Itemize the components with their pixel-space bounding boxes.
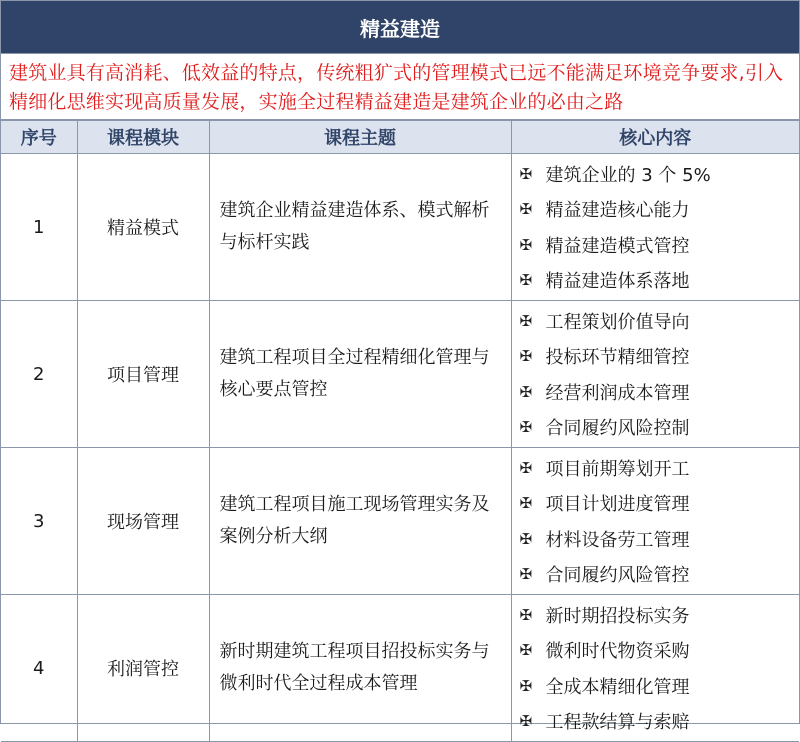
row-number: 2 [1, 301, 77, 448]
cross-pattee-icon: ✠ [519, 676, 533, 695]
list-item: ✠ 合同履约风险控制 [519, 418, 690, 440]
course-table [1, 120, 799, 742]
row-topic: 新时期建筑工程项目招投标实务与微利时代全过程成本管理 [209, 595, 511, 742]
list-item: ✠ 项目计划进度管理 [519, 494, 690, 516]
cross-pattee-icon: ✠ [519, 347, 533, 366]
cross-pattee-icon: ✠ [519, 458, 533, 477]
list-item: ✠ 精益建造体系落地 [519, 271, 690, 293]
list-item: ✠ 精益建造核心能力 [519, 200, 690, 222]
table-row [1, 448, 799, 595]
header-row [1, 121, 799, 154]
header-content: 核心内容 [511, 121, 799, 154]
list-item: ✠ 投标环节精细管控 [519, 347, 690, 369]
row-module: 现场管理 [77, 448, 209, 595]
list-item: ✠ 经营利润成本管理 [519, 382, 690, 404]
row-number: 4 [1, 595, 77, 742]
list-item: ✠ 新时期招投标实务 [519, 605, 690, 627]
cross-pattee-icon: ✠ [519, 418, 533, 437]
row-points [511, 448, 799, 595]
row-points [511, 301, 799, 448]
row-number: 3 [1, 448, 77, 595]
header-module: 课程模块 [77, 121, 209, 154]
row-points [511, 154, 799, 301]
table-row [1, 301, 799, 448]
list-item: ✠ 建筑企业的 3 个 5% [519, 164, 711, 186]
list-item: ✠ 全成本精细化管理 [519, 676, 690, 698]
cross-pattee-icon: ✠ [519, 565, 533, 584]
row-topic: 建筑工程项目全过程精细化管理与核心要点管控 [209, 301, 511, 448]
table-row [1, 154, 799, 301]
intro-text: 建筑业具有高消耗、低效益的特点，传统粗犷式的管理模式已远不能满足环境竞争要求,引入精细化思维实现高质量发展，实施全过程精益建造是建筑企业的必由之路 [1, 54, 799, 120]
row-module: 精益模式 [77, 154, 209, 301]
cross-pattee-icon: ✠ [519, 311, 533, 330]
row-number: 1 [1, 154, 77, 301]
list-item: ✠ 项目前期筹划开工 [519, 458, 690, 480]
cross-pattee-icon: ✠ [519, 382, 533, 401]
list-item: ✠ 微利时代物资采购 [519, 641, 690, 663]
cross-pattee-icon: ✠ [519, 605, 533, 624]
cross-pattee-icon: ✠ [519, 712, 533, 731]
list-item: ✠ 精益建造模式管控 [519, 235, 690, 257]
list-item: ✠ 工程款结算与索赔 [519, 712, 690, 734]
list-item: ✠ 材料设备劳工管理 [519, 529, 690, 551]
list-item: ✠ 工程策划价值导向 [519, 311, 690, 333]
row-module: 项目管理 [77, 301, 209, 448]
cross-pattee-icon: ✠ [519, 641, 533, 660]
list-item: ✠ 合同履约风险管控 [519, 565, 690, 587]
table-row [1, 595, 799, 742]
header-topic: 课程主题 [209, 121, 511, 154]
cross-pattee-icon: ✠ [519, 271, 533, 290]
row-topic: 建筑工程项目施工现场管理实务及案例分析大纲 [209, 448, 511, 595]
cross-pattee-icon: ✠ [519, 529, 533, 548]
cross-pattee-icon: ✠ [519, 200, 533, 219]
cross-pattee-icon: ✠ [519, 164, 533, 183]
row-module: 利润管控 [77, 595, 209, 742]
cross-pattee-icon: ✠ [519, 494, 533, 513]
row-points [511, 595, 799, 742]
row-topic: 建筑企业精益建造体系、模式解析与标杆实践 [209, 154, 511, 301]
cross-pattee-icon: ✠ [519, 235, 533, 254]
sheet-title: 精益建造 [1, 1, 799, 54]
header-number: 序号 [1, 121, 77, 154]
